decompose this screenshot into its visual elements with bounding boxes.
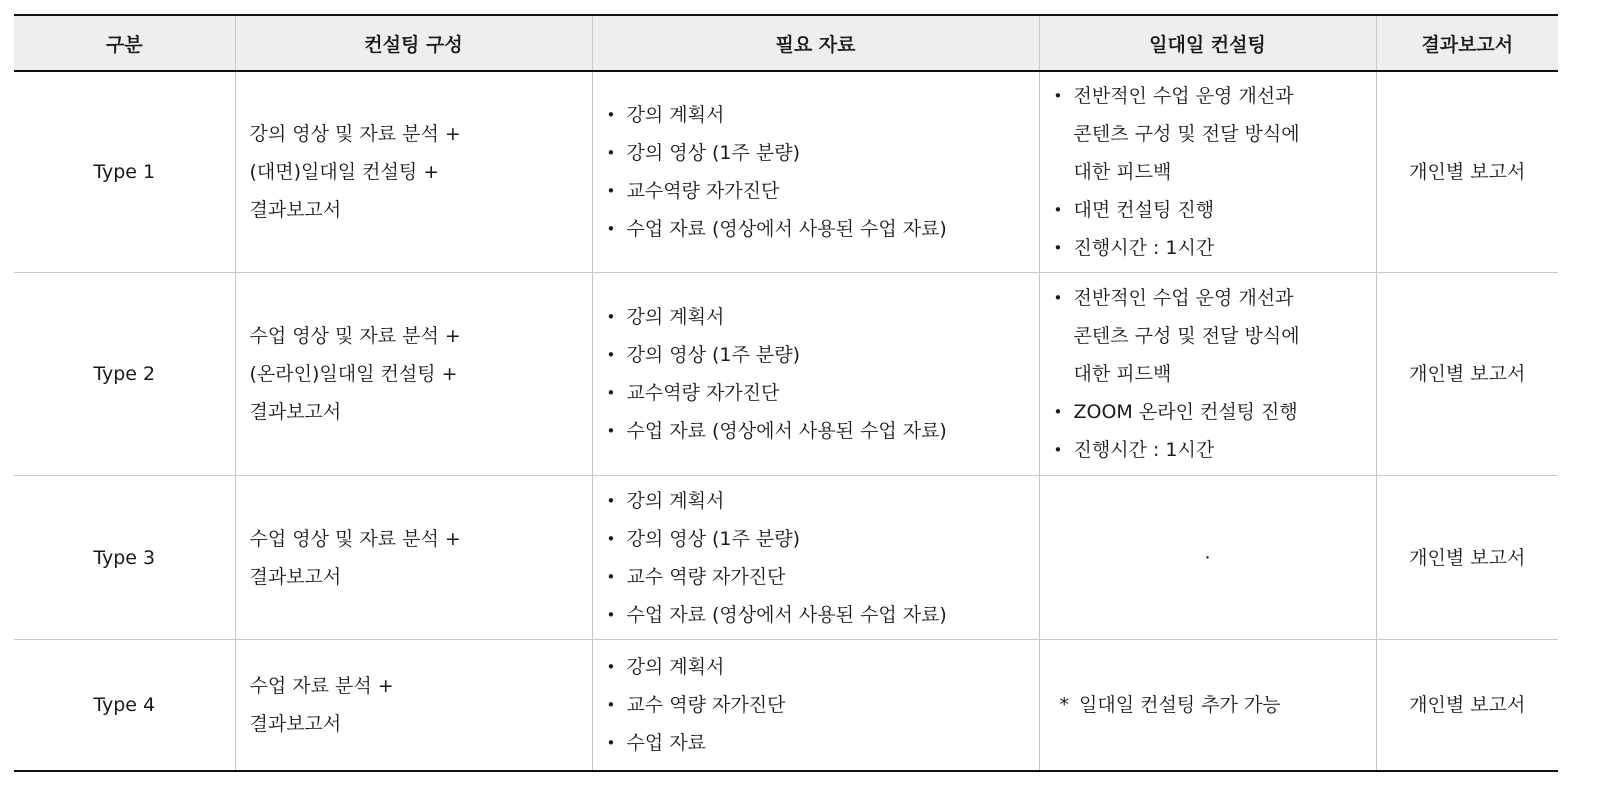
list-item: • 진행시간 : 1시간 xyxy=(1054,431,1376,469)
materials-list xyxy=(593,96,1039,248)
list-item: • 강의 계획서 xyxy=(607,482,1039,520)
list-item: • 진행시간 : 1시간 xyxy=(1054,229,1376,267)
composition-cell xyxy=(235,640,592,772)
composition-line: 수업 영상 및 자료 분석 + xyxy=(249,325,461,347)
report-cell: 개인별 보고서 xyxy=(1376,71,1558,273)
list-item: • 강의 계획서 xyxy=(607,96,1039,134)
consulting-note-text: 일대일 컨설팅 추가 가능 xyxy=(1079,694,1281,716)
report-cell: 개인별 보고서 xyxy=(1376,476,1558,640)
header-report: 결과보고서 xyxy=(1376,15,1558,71)
consulting-table-wrapper xyxy=(14,14,1558,772)
list-item-line: 대한 피드백 xyxy=(1073,363,1172,385)
composition-line: 강의 영상 및 자료 분석 + xyxy=(249,123,461,145)
list-item-line: • 전반적인 수업 운영 개선과 xyxy=(1073,287,1294,309)
list-item-line: • 전반적인 수업 운영 개선과 xyxy=(1073,85,1294,107)
table-row xyxy=(14,476,1558,640)
consulting-cell xyxy=(1039,273,1376,476)
list-item xyxy=(1054,77,1376,191)
list-item: • 강의 영상 (1주 분량) xyxy=(607,336,1039,374)
materials-list xyxy=(593,298,1039,450)
materials-cell xyxy=(592,71,1039,273)
list-item: • 교수역량 자가진단 xyxy=(607,172,1039,210)
materials-cell xyxy=(592,476,1039,640)
materials-cell xyxy=(592,273,1039,476)
header-composition: 컨설팅 구성 xyxy=(235,15,592,71)
list-item: • 수업 자료 (영상에서 사용된 수업 자료) xyxy=(607,210,1039,248)
list-item: • 강의 영상 (1주 분량) xyxy=(607,520,1039,558)
table-header-row xyxy=(14,15,1558,71)
table-row xyxy=(14,71,1558,273)
type-cell: Type 4 xyxy=(14,640,235,772)
list-item: • 강의 계획서 xyxy=(607,648,1039,686)
header-category: 구분 xyxy=(14,15,235,71)
type-cell: Type 3 xyxy=(14,476,235,640)
composition-line: 결과보고서 xyxy=(249,565,342,588)
consulting-list xyxy=(1040,77,1376,267)
materials-list xyxy=(593,648,1039,762)
composition-line: (대면)일대일 컨설팅 + xyxy=(249,161,440,183)
composition-line: 결과보고서 xyxy=(249,713,342,735)
asterisk-mark: * xyxy=(1059,694,1069,716)
type-cell: Type 2 xyxy=(14,273,235,476)
composition-line: 수업 자료 분석 + xyxy=(249,675,394,697)
consulting-list xyxy=(1040,279,1376,469)
composition-line: 결과보고서 xyxy=(249,199,342,221)
consulting-cell xyxy=(1039,640,1376,772)
list-item: • 수업 자료 xyxy=(607,724,1039,762)
composition-cell xyxy=(235,273,592,476)
composition-cell xyxy=(235,476,592,640)
materials-cell xyxy=(592,640,1039,772)
list-item-line: 콘텐츠 구성 및 전달 방식에 xyxy=(1073,325,1300,347)
composition-line: (온라인)일대일 컨설팅 + xyxy=(249,363,458,385)
list-item: • 수업 자료 (영상에서 사용된 수업 자료) xyxy=(607,412,1039,450)
composition-cell xyxy=(235,71,592,273)
list-item xyxy=(1054,279,1376,393)
report-cell: 개인별 보고서 xyxy=(1376,640,1558,772)
list-item: • 대면 컨설팅 진행 xyxy=(1054,191,1376,229)
table-row xyxy=(14,640,1558,772)
list-item-line: 대한 피드백 xyxy=(1073,161,1172,183)
type-cell: Type 1 xyxy=(14,71,235,273)
list-item: • 교수 역량 자가진단 xyxy=(607,558,1039,596)
consulting-types-table xyxy=(14,14,1558,772)
list-item-line: 콘텐츠 구성 및 전달 방식에 xyxy=(1073,123,1300,145)
list-item: • ZOOM 온라인 컨설팅 진행 xyxy=(1054,393,1376,431)
list-item: • 교수 역량 자가진단 xyxy=(607,686,1039,724)
list-item: • 강의 영상 (1주 분량) xyxy=(607,134,1039,172)
consulting-cell xyxy=(1039,71,1376,273)
composition-line: 결과보고서 xyxy=(249,401,342,423)
consulting-note xyxy=(1040,686,1376,724)
composition-line: 수업 영상 및 자료 분석 + xyxy=(249,527,461,550)
header-materials: 필요 자료 xyxy=(592,15,1039,71)
list-item: • 강의 계획서 xyxy=(607,298,1039,336)
list-item: • 수업 자료 (영상에서 사용된 수업 자료) xyxy=(607,596,1039,634)
report-cell: 개인별 보고서 xyxy=(1376,273,1558,476)
materials-list xyxy=(593,482,1039,634)
table-row xyxy=(14,273,1558,476)
header-consulting: 일대일 컨설팅 xyxy=(1039,15,1376,71)
list-item: • 교수역량 자가진단 xyxy=(607,374,1039,412)
consulting-cell: · xyxy=(1039,476,1376,640)
